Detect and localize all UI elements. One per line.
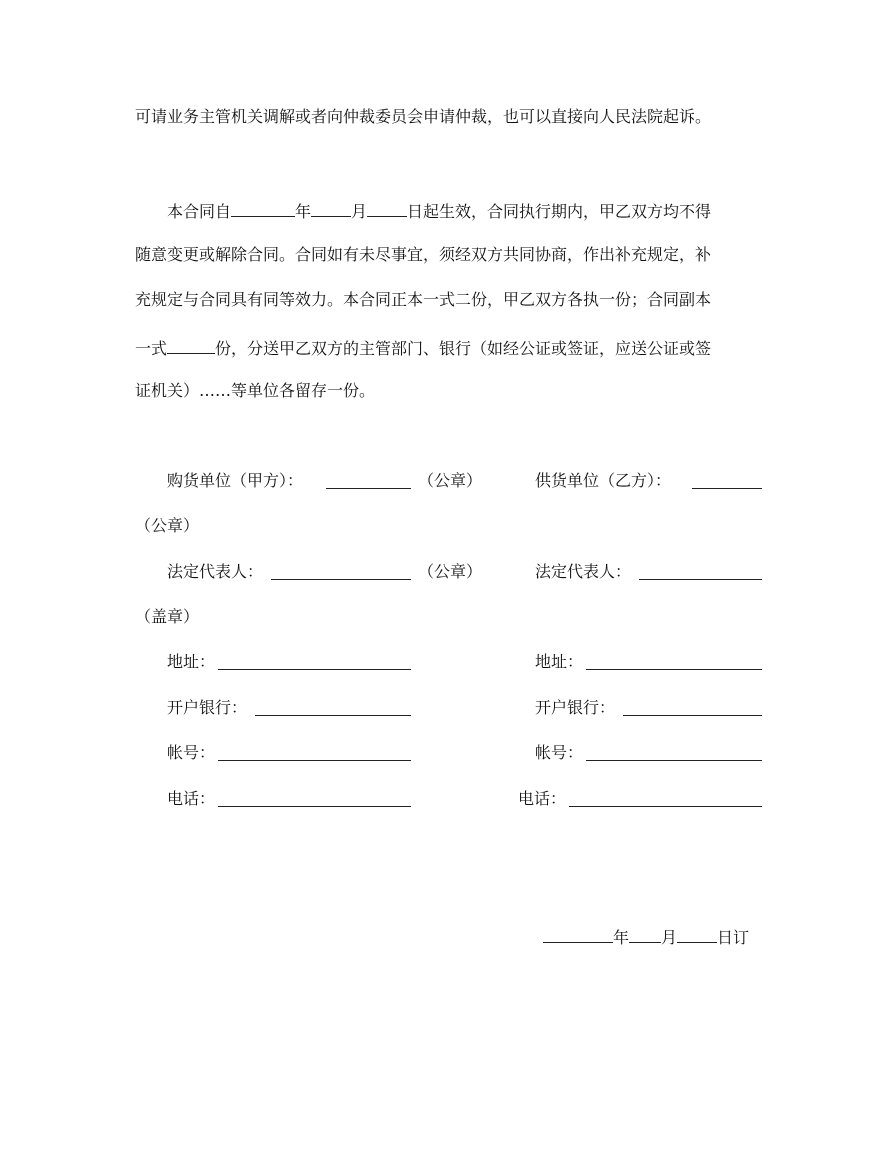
paragraph-effective-line-3: [135, 290, 711, 310]
paragraph-text: 随意变更或解除合同。合同如有未尽事宜，须经双方共同协商，作出补充规定，补: [135, 245, 712, 264]
paragraph-effective-line-4: [135, 336, 711, 359]
legal-rep-right-row: [535, 562, 762, 584]
text-copies-prefix: 一式: [135, 339, 168, 358]
account-left-row: [167, 743, 412, 765]
seller-unit-label: 供货单位（乙方）：: [535, 471, 672, 490]
signing-year-blank: [543, 925, 613, 943]
paragraph-text: 充规定与合同具有同等效力。本合同正本一式二份，甲乙双方各执一份；合同副本: [135, 290, 712, 309]
phone-left-label: 电话：: [167, 789, 216, 808]
address-left-row: [167, 652, 412, 674]
month-blank: [311, 199, 351, 217]
seal-text: （公章）: [135, 516, 200, 535]
legal-rep-left-blank: [271, 579, 411, 580]
buyer-unit-label: 购货单位（甲方）：: [167, 471, 304, 490]
phone-left-blank: [218, 806, 411, 807]
bank-left-row: [167, 698, 412, 720]
signing-year-text: 年: [613, 928, 630, 947]
text-day-effective: 日起生效，合同执行期内，甲乙双方均不得: [407, 202, 712, 221]
bank-right-label: 开户银行：: [535, 698, 616, 717]
address-right-label: 地址：: [535, 652, 584, 671]
copies-blank: [167, 336, 215, 354]
text-contract-from: 本合同自: [167, 202, 232, 221]
bank-left-blank: [255, 715, 411, 716]
phone-right-row: [518, 789, 762, 811]
address-left-blank: [218, 669, 411, 670]
signing-month-blank: [629, 925, 661, 943]
seller-unit-blank: [692, 488, 762, 489]
bank-right-blank: [623, 715, 762, 716]
seller-seal-wrap: [135, 516, 199, 536]
signing-date: [543, 925, 749, 948]
legal-rep-seal-wrap: [135, 607, 199, 627]
paragraph-dispute-resolution: [135, 107, 711, 127]
signing-month-text: 月: [661, 928, 678, 947]
legal-rep-seal-text: （公章）: [418, 562, 483, 581]
phone-left-row: [167, 789, 412, 811]
buyer-unit-blank: [326, 488, 411, 489]
address-left-label: 地址：: [167, 652, 216, 671]
phone-right-label: 电话：: [518, 789, 567, 808]
buyer-unit-row: [167, 471, 483, 493]
signing-day-text: 日订: [717, 928, 750, 947]
legal-rep-left-row: [167, 562, 483, 584]
legal-rep-right-label: 法定代表人：: [535, 562, 632, 581]
buyer-seal-text: （公章）: [418, 471, 483, 490]
account-left-blank: [218, 760, 411, 761]
account-right-label: 帐号：: [535, 743, 584, 762]
bank-left-label: 开户银行：: [167, 698, 248, 717]
bank-right-row: [535, 698, 762, 720]
legal-rep-left-label: 法定代表人：: [167, 562, 264, 581]
signing-day-blank: [677, 925, 717, 943]
text-month: 月: [351, 202, 368, 221]
paragraph-text: 证机关）……等单位各留存一份。: [135, 381, 376, 400]
phone-right-blank: [569, 806, 762, 807]
seller-unit-row: [535, 471, 762, 493]
text-year: 年: [295, 202, 312, 221]
paragraph-text: 份，分送甲乙双方的主管部门、银行（如经公证或签证，应送公证或签: [215, 339, 712, 358]
day-blank: [367, 199, 407, 217]
legal-rep-right-blank: [639, 579, 762, 580]
paragraph-effective-line-5: [135, 381, 375, 401]
paragraph-text: 可请业务主管机关调解或者向仲裁委员会申请仲裁，也可以直接向人民法院起诉。: [135, 107, 712, 126]
year-blank: [231, 199, 295, 217]
address-right-row: [535, 652, 762, 674]
seal-text: （盖章）: [135, 607, 200, 626]
address-right-blank: [586, 669, 762, 670]
account-left-label: 帐号：: [167, 743, 216, 762]
paragraph-effective-line-1: [167, 199, 711, 222]
account-right-row: [535, 743, 762, 765]
paragraph-effective-line-2: [135, 245, 711, 265]
account-right-blank: [586, 760, 762, 761]
